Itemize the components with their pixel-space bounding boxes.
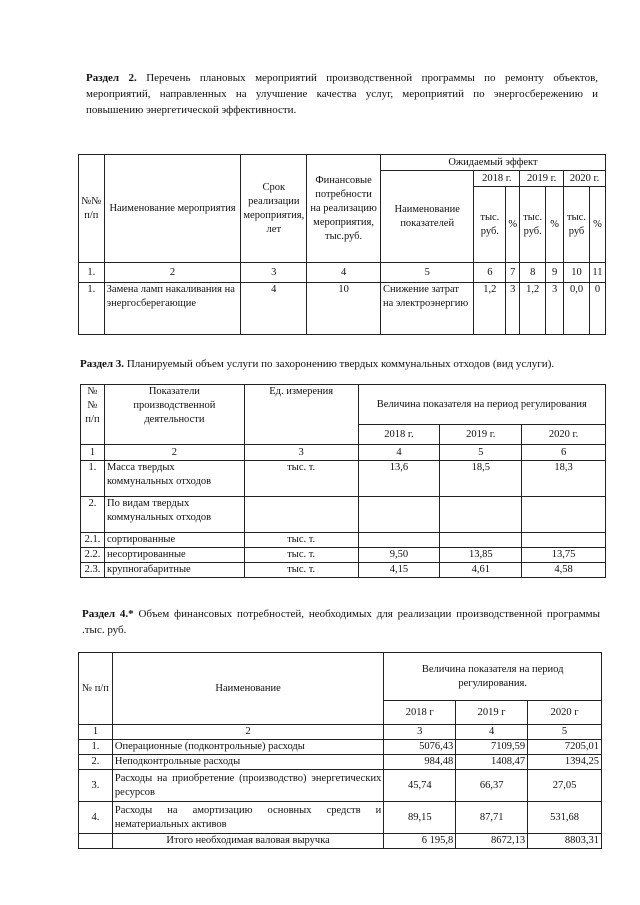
- s3-row-v2019: [440, 533, 522, 548]
- s2-row-v2020: 0,0: [564, 283, 590, 335]
- s3-row-unit: тыс. т.: [244, 533, 358, 548]
- s4-row-v2018: 45,74: [384, 770, 456, 802]
- s4-row-name: Расходы на амортизацию основных средств и нематериальных активов: [112, 802, 383, 834]
- s4-header-year-2019: 2019 г: [456, 701, 528, 725]
- s3-header-value: Величина показателя на период регулирования: [358, 385, 605, 425]
- s2-row-name: Замена ламп накаливания на энергосберегающие: [104, 283, 241, 335]
- s4-header-no: № п/п: [79, 653, 113, 725]
- s4-row-no: 4.: [79, 802, 113, 834]
- s3-row-unit: тыс. т.: [244, 563, 358, 578]
- s3-row-v2019: [440, 497, 522, 533]
- s4-row-v2020: 531,68: [528, 802, 602, 834]
- table-row: [81, 497, 606, 533]
- s3-header-year-2018: 2018 г.: [358, 425, 440, 445]
- s2-header-year-2018: 2018 г.: [474, 171, 520, 187]
- section2-heading-text: Перечень плановых мероприятий производственной программы по ремонту объектов, мероприятий, направленных на улучшение качества услуг, мероприятий по энергосбережению и повышению энергетической эффективности.: [86, 72, 599, 116]
- table-row: [79, 770, 602, 802]
- s3-row-v2020: 4,58: [522, 563, 606, 578]
- s4-row-v2019: 7109,59: [456, 740, 528, 755]
- s3-header-indicator: Показатели производственной деятельности: [104, 385, 244, 445]
- s2-header-indicator: Наименование показателей: [380, 171, 474, 263]
- s3-row-v2018: 9,50: [358, 548, 440, 563]
- s4-row-v2018: 6 195,8: [384, 834, 456, 849]
- section4-heading-label: Раздел 4.*: [82, 608, 134, 620]
- s3-row-v2018: 4,15: [358, 563, 440, 578]
- s2-unit-rub: тыс. руб.: [520, 187, 546, 263]
- s2-header-year-2019: 2019 г.: [520, 171, 564, 187]
- s3-num-cell: 3: [244, 445, 358, 461]
- s2-num-cell: 11: [589, 263, 605, 283]
- s2-row-fin: 10: [307, 283, 381, 335]
- table-row: [79, 755, 602, 770]
- s3-row-v2020: [522, 533, 606, 548]
- s2-num-cell: 3: [241, 263, 307, 283]
- s3-row-no: 2.1.: [81, 533, 105, 548]
- s4-row-no: 2.: [79, 755, 113, 770]
- s3-num-cell: 1: [81, 445, 105, 461]
- s4-row-name: Операционные (подконтрольные) расходы: [112, 740, 383, 755]
- s4-header-name: Наименование: [112, 653, 383, 725]
- s3-row-v2018: [358, 533, 440, 548]
- s4-header-value: Величина показателя на период регулирования.: [384, 653, 602, 701]
- s2-row-p2018: 3: [506, 283, 520, 335]
- s4-row-no: 3.: [79, 770, 113, 802]
- s2-header-fin: Финансовые потребности на реализацию мероприятия, тыс.руб.: [307, 155, 381, 263]
- s3-row-name: крупногабаритные: [104, 563, 244, 578]
- s4-row-v2019: 87,71: [456, 802, 528, 834]
- s3-header-no: №№ п/п: [81, 385, 105, 445]
- section3-heading: [80, 356, 600, 372]
- s4-row-v2018: 984,48: [384, 755, 456, 770]
- s3-row-v2018: [358, 497, 440, 533]
- table-row: [81, 461, 606, 497]
- s3-row-no: 2.3.: [81, 563, 105, 578]
- section3-table: [80, 384, 606, 578]
- s4-num-cell: 3: [384, 725, 456, 740]
- s3-row-unit: [244, 497, 358, 533]
- s4-row-v2020: 7205,01: [528, 740, 602, 755]
- s3-row-name: несортированные: [104, 548, 244, 563]
- table-row-total: [79, 834, 602, 849]
- s3-row-name: По видам твердых коммунальных отходов: [104, 497, 244, 533]
- s2-num-cell: 7: [506, 263, 520, 283]
- s3-row-v2020: 13,75: [522, 548, 606, 563]
- s3-row-v2019: 4,61: [440, 563, 522, 578]
- s3-row-v2020: [522, 497, 606, 533]
- s2-row-no: 1.: [79, 283, 105, 335]
- s3-row-no: 2.2.: [81, 548, 105, 563]
- s4-row-v2019: 66,37: [456, 770, 528, 802]
- section4-heading: [82, 606, 600, 638]
- s4-row-name: Итого необходимая валовая выручка: [112, 834, 383, 849]
- s2-row-p2020: 0: [589, 283, 605, 335]
- s2-num-cell: 1.: [79, 263, 105, 283]
- s3-row-v2020: 18,3: [522, 461, 606, 497]
- s4-num-cell: 2: [112, 725, 383, 740]
- s2-num-cell: 9: [546, 263, 564, 283]
- s2-unit-pct: %: [506, 187, 520, 263]
- section2-table: [78, 154, 606, 335]
- s2-unit-rub: тыс. руб: [564, 187, 590, 263]
- s2-header-no: №№ п/п: [79, 155, 105, 263]
- s4-row-v2020: 8803,31: [528, 834, 602, 849]
- s3-row-unit: тыс. т.: [244, 461, 358, 497]
- s2-header-year-2020: 2020 г.: [564, 171, 606, 187]
- s2-num-cell: 4: [307, 263, 381, 283]
- s2-number-row: [79, 263, 606, 283]
- s3-header-year-2019: 2019 г.: [440, 425, 522, 445]
- s3-row-no: 2.: [81, 497, 105, 533]
- s4-num-cell: 4: [456, 725, 528, 740]
- table-row: [79, 740, 602, 755]
- s2-unit-pct: %: [589, 187, 605, 263]
- s2-row-p2019: 3: [546, 283, 564, 335]
- table-row: [81, 548, 606, 563]
- s2-num-cell: 5: [380, 263, 474, 283]
- s3-row-v2018: 13,6: [358, 461, 440, 497]
- table-row: [79, 802, 602, 834]
- section3-heading-label: Раздел 3.: [80, 358, 125, 370]
- s4-header-year-2020: 2020 г: [528, 701, 602, 725]
- s2-row-indicator: Снижение затрат на электроэнергию: [380, 283, 474, 335]
- s3-row-no: 1.: [81, 461, 105, 497]
- s3-num-cell: 5: [440, 445, 522, 461]
- s2-num-cell: 8: [520, 263, 546, 283]
- s4-number-row: [79, 725, 602, 740]
- s4-header-year-2018: 2018 г: [384, 701, 456, 725]
- s4-num-cell: 1: [79, 725, 113, 740]
- s4-row-v2020: 27,05: [528, 770, 602, 802]
- s4-row-no: [79, 834, 113, 849]
- section4-table: [78, 652, 602, 849]
- section3-heading-text: Планируемый объем услуги по захоронению твердых коммунальных отходов (вид услуги).: [126, 358, 555, 370]
- s3-row-v2019: 18,5: [440, 461, 522, 497]
- s3-header-unit: Ед. измерения: [244, 385, 358, 445]
- s2-num-cell: 6: [474, 263, 506, 283]
- s4-row-v2018: 89,15: [384, 802, 456, 834]
- s2-num-cell: 2: [104, 263, 241, 283]
- section2-heading-label: Раздел 2.: [86, 72, 137, 84]
- s2-header-term: Срок реализации мероприятия, лет: [241, 155, 307, 263]
- s4-row-no: 1.: [79, 740, 113, 755]
- s3-row-unit: тыс. т.: [244, 548, 358, 563]
- s3-num-cell: 2: [104, 445, 244, 461]
- s2-header-name: Наименование мероприятия: [104, 155, 241, 263]
- s2-row-v2019: 1,2: [520, 283, 546, 335]
- s3-row-name: сортированные: [104, 533, 244, 548]
- s4-num-cell: 5: [528, 725, 602, 740]
- s2-unit-rub: тыс. руб.: [474, 187, 506, 263]
- s2-unit-pct: %: [546, 187, 564, 263]
- s3-header-year-2020: 2020 г.: [522, 425, 606, 445]
- s4-row-name: Неподконтрольные расходы: [112, 755, 383, 770]
- s2-row-term: 4: [241, 283, 307, 335]
- s4-row-v2018: 5076,43: [384, 740, 456, 755]
- s4-row-v2019: 1408,47: [456, 755, 528, 770]
- s2-num-cell: 10: [564, 263, 590, 283]
- table-row: [81, 563, 606, 578]
- s3-num-cell: 4: [358, 445, 440, 461]
- s3-number-row: [81, 445, 606, 461]
- s4-row-v2019: 8672,13: [456, 834, 528, 849]
- s2-row-v2018: 1,2: [474, 283, 506, 335]
- s3-row-v2019: 13,85: [440, 548, 522, 563]
- s4-row-v2020: 1394,25: [528, 755, 602, 770]
- s2-header-effect: Ожидаемый эффект: [380, 155, 605, 171]
- table-row: [79, 283, 606, 335]
- s3-row-name: Масса твердых коммунальных отходов: [104, 461, 244, 497]
- s3-num-cell: 6: [522, 445, 606, 461]
- table-row: [81, 533, 606, 548]
- s4-row-name: Расходы на приобретение (производство) энергетических ресурсов: [112, 770, 383, 802]
- section4-heading-text: Объем финансовых потребностей, необходимых для реализации производственной программы .тыс. руб.: [82, 608, 601, 636]
- section2-heading: [86, 70, 598, 118]
